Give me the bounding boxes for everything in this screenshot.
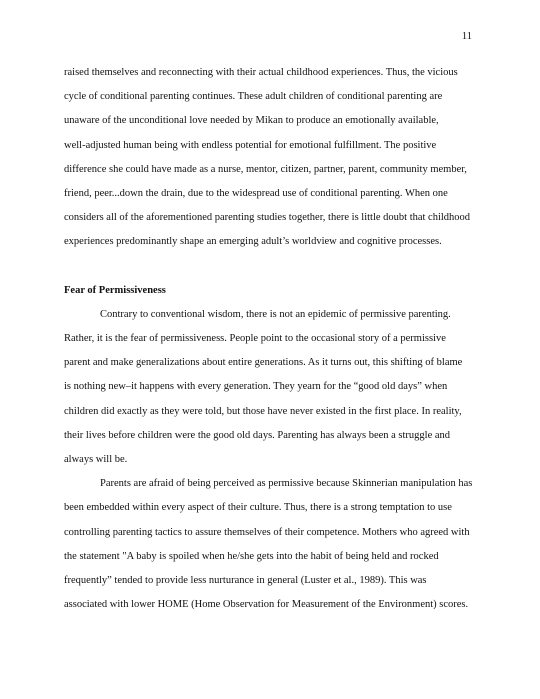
text-line: their lives before children were the good old days. Parenting has always been a struggle and [64,429,451,441]
text-line: the statement "A baby is spoiled when he/she gets into the habit of being held and rocked [64,550,439,562]
text-line: always will be. [64,454,128,465]
paragraph-continued [64,64,484,258]
text-line: cycle of conditional parenting continues. These adult children of conditional parenting are [64,91,443,103]
text-line: raised themselves and reconnecting with their actual childhood experiences. Thus, the vicious [64,67,458,78]
text-line: difference she could have made as a nurse, mentor, citizen, partner, parent, community member, [64,163,467,175]
text-line: associated with lower HOME (Home Observation for Measurement of the Environment) scores. [64,599,469,611]
paragraph-skinnerian [64,475,484,620]
text-line: considers all of the aforementioned parenting studies together, there is little doubt that childhood [64,212,471,224]
text-line: unaware of the unconditional love needed by Mikan to produce an emotionally available, [64,115,439,127]
page-number: 11 [461,31,472,42]
text-line: frequently” tended to provide less nurturance in general (Luster et al., 1989). This was [64,574,427,586]
section-heading: Fear of Permissiveness [64,284,166,296]
text-line: Contrary to conventional wisdom, there is not an epidemic of permissive parenting. [100,308,451,320]
paragraph-fear-of-permissiveness [64,306,484,475]
text-line: children did exactly as they were told, but those have never existed in the first place. In reality, [64,405,462,417]
text-line: experiences predominantly shape an emerging adult’s worldview and cognitive processes. [64,236,442,248]
text-line: been embedded within every aspect of their culture. Thus, there is a strong temptation to use [64,502,452,514]
text-line: Parents are afraid of being perceived as permissive because Skinnerian manipulation has [100,478,473,490]
blank-line [64,258,484,282]
text-line: well-adjusted human being with endless potential for emotional fulfillment. The positive [64,139,437,151]
text-line: friend, peer...down the drain, due to the widespread use of conditional parenting. When one [64,187,448,199]
body-text [64,64,484,620]
text-line: Rather, it is the fear of permissiveness. People point to the occasional story of a permissive [64,333,446,345]
text-line: parent and make generalizations about entire generations. As it turns out, this shifting of blame [64,357,463,369]
text-line: is nothing new–it happens with every generation. They yearn for the “good old days” when [64,381,448,393]
text-line: controlling parenting tactics to assure themselves of their competence. Mothers who agreed with [64,526,470,538]
